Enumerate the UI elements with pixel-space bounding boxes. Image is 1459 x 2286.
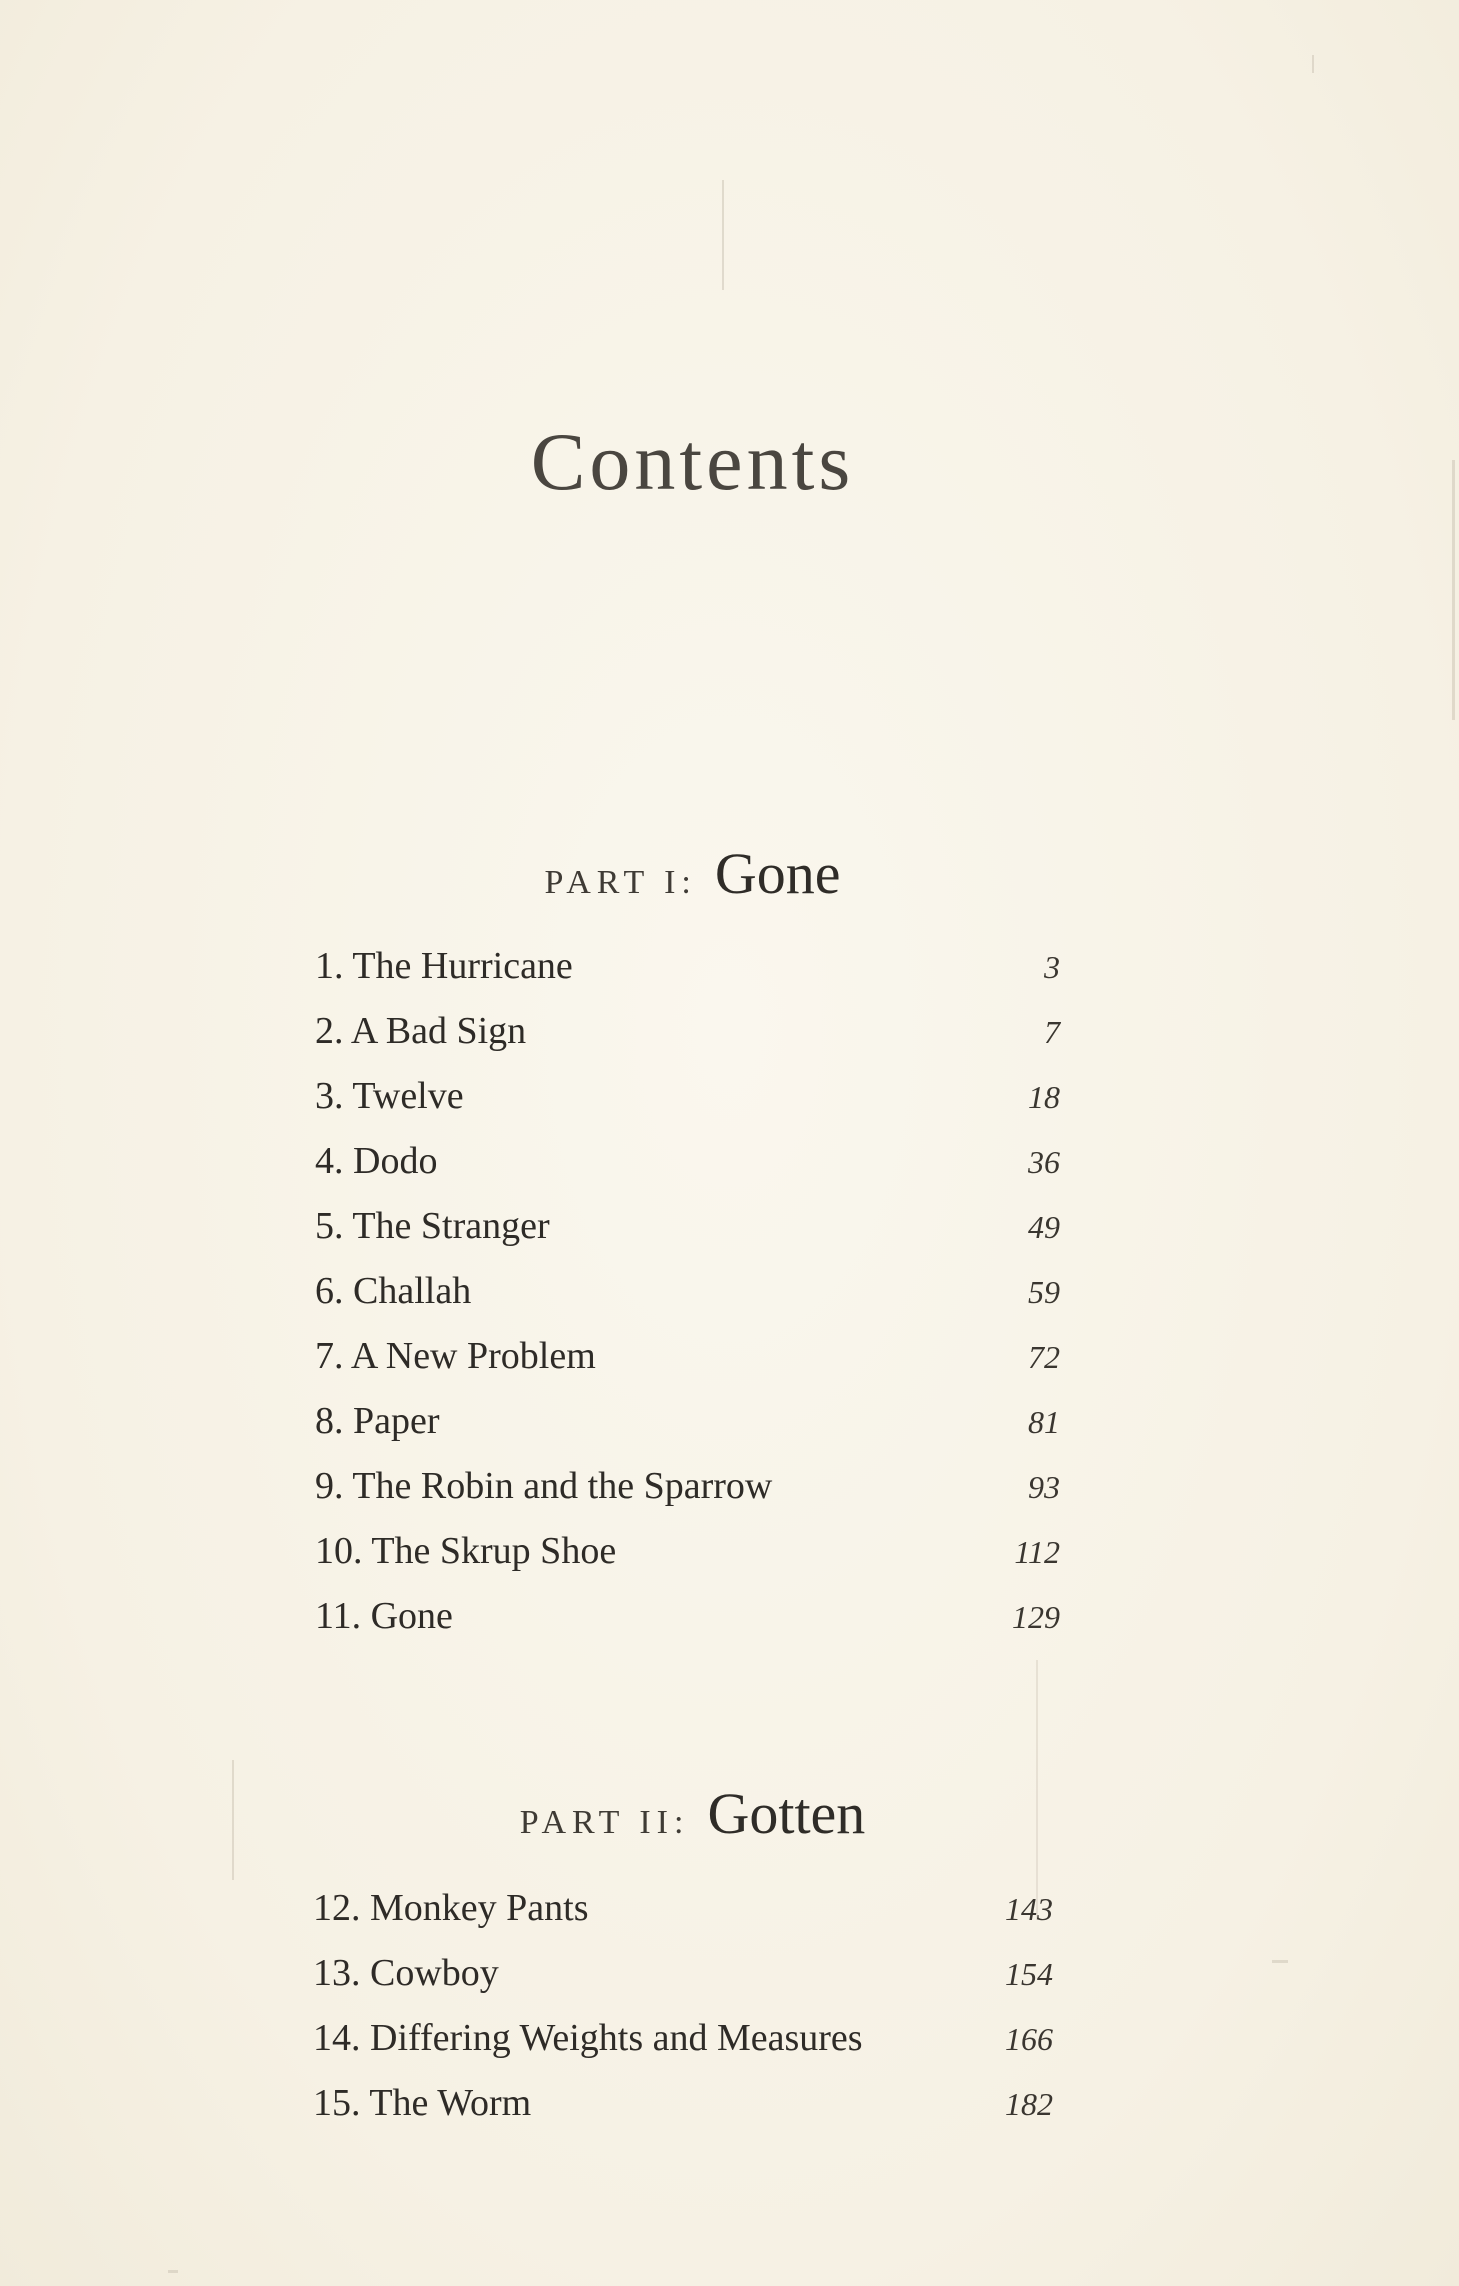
- chapter-title: 15. The Worm: [313, 2082, 532, 2124]
- page-number: 182: [1005, 2086, 1053, 2122]
- scan-mark: [722, 180, 724, 290]
- toc-row: [315, 1594, 1060, 1659]
- chapter-title: 2. A Bad Sign: [315, 1010, 527, 1052]
- part-title: Gotten: [707, 1781, 866, 1846]
- chapter-title: 4. Dodo: [315, 1140, 438, 1182]
- page-number: 49: [1028, 1209, 1060, 1245]
- page-number: 36: [1028, 1144, 1060, 1180]
- toc-row: [313, 2081, 1053, 2146]
- toc-row: [315, 944, 1060, 1009]
- page-number: 143: [1005, 1891, 1053, 1927]
- page-number: 72: [1028, 1339, 1060, 1375]
- toc-row: [313, 1951, 1053, 2016]
- chapter-title: 12. Monkey Pants: [313, 1887, 589, 1929]
- page-number: 59: [1028, 1274, 1060, 1310]
- chapter-title: 8. Paper: [315, 1400, 440, 1442]
- page-number: 166: [1005, 2021, 1053, 2057]
- toc-row: [315, 1529, 1060, 1594]
- toc-row: [315, 1334, 1060, 1399]
- toc-row: [315, 1269, 1060, 1334]
- scan-mark: [1272, 1960, 1288, 1963]
- chapter-title: 13. Cowboy: [313, 1952, 499, 1994]
- part-heading: [0, 840, 1385, 907]
- scan-mark: [1312, 55, 1314, 73]
- chapter-title: 7. A New Problem: [315, 1335, 596, 1377]
- toc-row: [315, 1464, 1060, 1529]
- chapter-list: [313, 1886, 1053, 2146]
- page-title: Contents: [530, 415, 855, 507]
- page-number: 154: [1005, 1956, 1053, 1992]
- toc-row: [313, 1886, 1053, 1951]
- part-label: PART I:: [544, 864, 697, 901]
- chapter-title: 6. Challah: [315, 1270, 472, 1312]
- part-heading: [0, 1780, 1385, 1847]
- page-number: 7: [1044, 1014, 1060, 1050]
- chapter-title: 11. Gone: [315, 1595, 453, 1637]
- page-number: 93: [1028, 1469, 1060, 1505]
- page-number: 112: [1014, 1534, 1060, 1570]
- part-title: Gone: [714, 841, 841, 906]
- scan-mark: [168, 2270, 178, 2273]
- toc-row: [315, 1204, 1060, 1269]
- page-number: 18: [1028, 1079, 1060, 1115]
- page-number: 3: [1044, 949, 1060, 985]
- scan-mark: [1452, 460, 1455, 720]
- chapter-list: [315, 944, 1060, 1659]
- page-number: 129: [1012, 1599, 1060, 1635]
- toc-row: [315, 1399, 1060, 1464]
- chapter-title: 1. The Hurricane: [315, 945, 573, 987]
- part-label: PART II:: [519, 1804, 690, 1841]
- toc-row: [313, 2016, 1053, 2081]
- chapter-title: 3. Twelve: [315, 1075, 464, 1117]
- toc-row: [315, 1074, 1060, 1139]
- chapter-title: 14. Differing Weights and Measures: [313, 2017, 863, 2059]
- chapter-title: 5. The Stranger: [315, 1205, 550, 1247]
- chapter-title: 10. The Skrup Shoe: [315, 1530, 617, 1572]
- toc-row: [315, 1139, 1060, 1204]
- toc-row: [315, 1009, 1060, 1074]
- chapter-title: 9. The Robin and the Sparrow: [315, 1465, 773, 1507]
- page-number: 81: [1028, 1404, 1060, 1440]
